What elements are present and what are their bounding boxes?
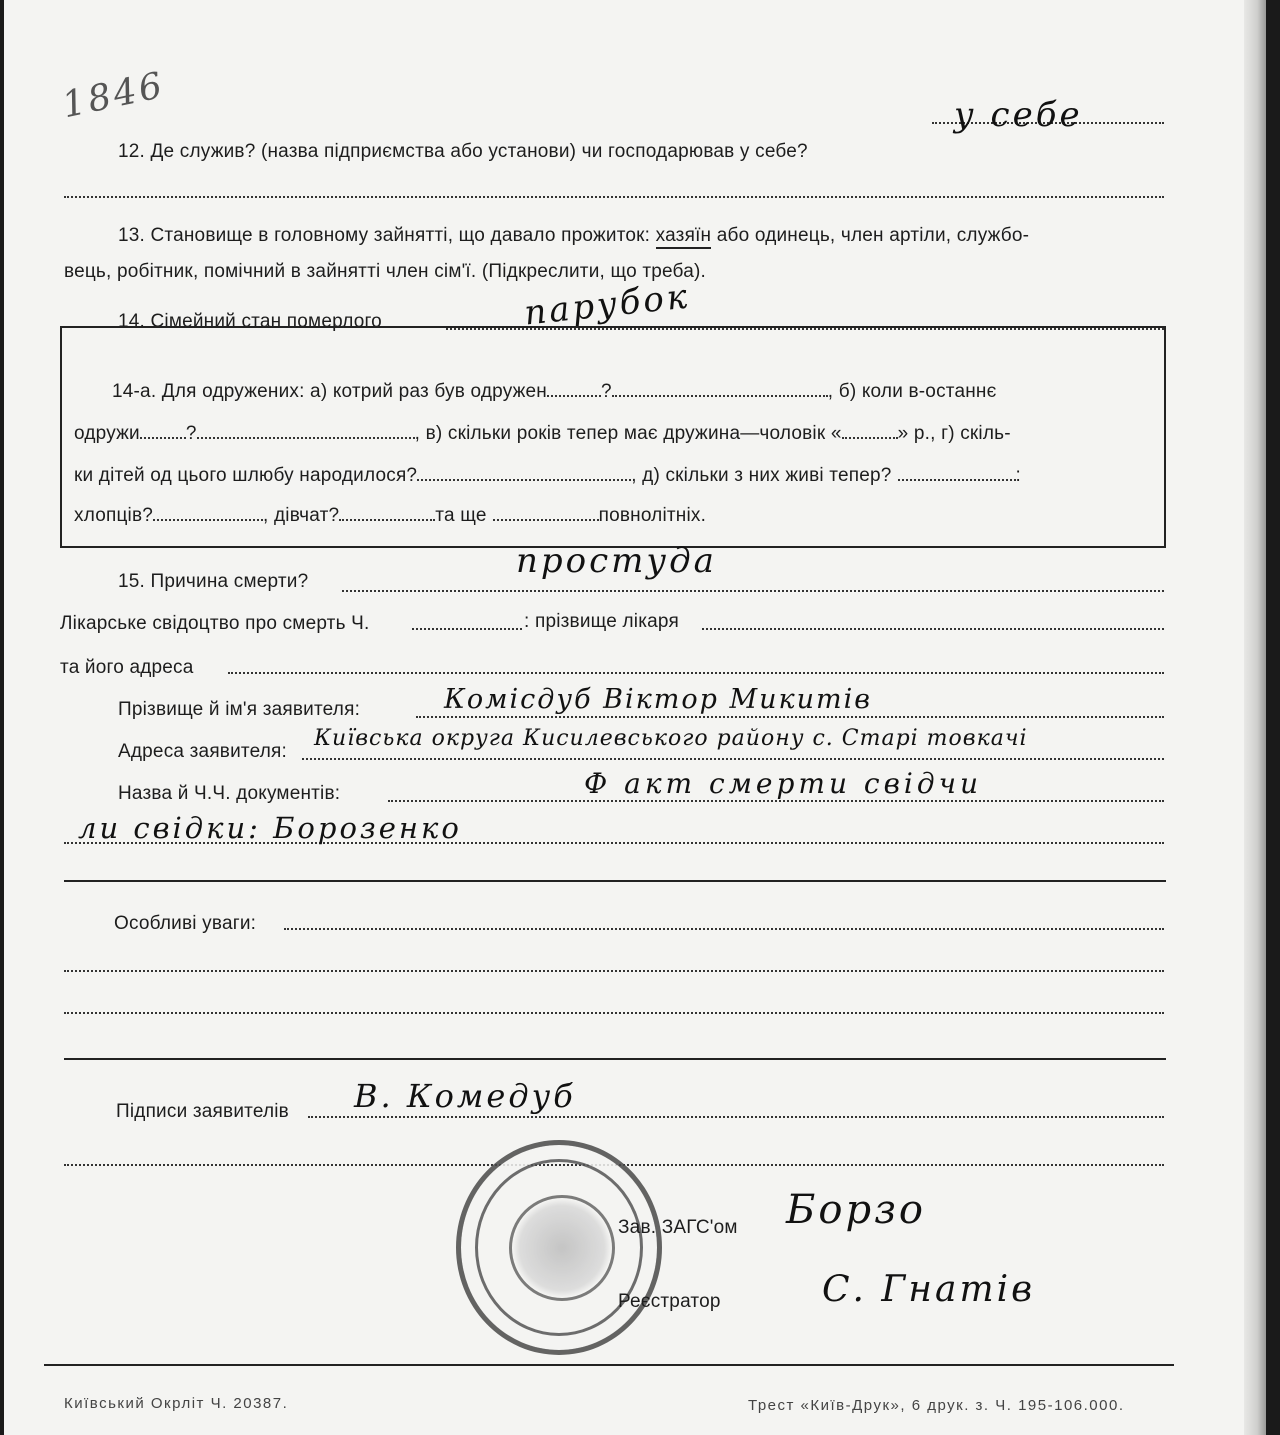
q14a-colon: : bbox=[1015, 465, 1021, 486]
applicant-signature: В. Комедуб bbox=[354, 1077, 576, 1115]
seal-emblem bbox=[509, 1195, 615, 1301]
section-rule-1 bbox=[64, 880, 1166, 882]
bottom-rule bbox=[44, 1364, 1174, 1366]
q13-line2: вець, робітник, помічний в зайнятті член сім'ї. (Підкреслити, що треба). bbox=[64, 261, 706, 282]
doctor-label: : прізвище лікаря bbox=[524, 611, 679, 632]
q14a-spouse-age-label: , в) скільки років тепер має дружина—чоловік « bbox=[414, 423, 842, 444]
q12-extra-line bbox=[64, 196, 1164, 198]
q13-prefix: 13. Становище в головному зайнятті, що давало прожиток: bbox=[118, 225, 651, 246]
q14a-children-alive-label: , д) скільки з них живі тепер? bbox=[631, 465, 892, 486]
q15-answer: простуда bbox=[516, 541, 717, 581]
q14a-married-label: одружи bbox=[74, 423, 140, 444]
applicant-name-label: Прізвище й ім'я заявителя: bbox=[118, 699, 361, 720]
notes-line-3 bbox=[64, 1012, 1164, 1014]
q14-answer: парубок bbox=[522, 276, 692, 334]
notes-line-2 bbox=[64, 970, 1164, 972]
q14a-line2 bbox=[74, 424, 1011, 443]
footer-left: Київський Окрліт Ч. 20387. bbox=[64, 1395, 289, 1412]
q12-label: 12. Де служив? (назва підприємства або установи) чи господарював у себе? bbox=[118, 141, 808, 162]
doctor-name-line bbox=[702, 628, 1164, 630]
certificate-number-line bbox=[412, 628, 522, 630]
q14a-children-born-label: ки дітей од цього шлюбу народилося? bbox=[74, 465, 418, 486]
document-page bbox=[4, 0, 1266, 1435]
registrar-signature: С. Гнатів bbox=[822, 1269, 1036, 1310]
applicant-name-line bbox=[416, 716, 1164, 718]
q13-suffix: або одинець, член артіли, службо- bbox=[716, 225, 1030, 246]
signature-line bbox=[308, 1116, 1164, 1118]
q14a-line3 bbox=[74, 466, 1021, 485]
q15-label: 15. Причина смерти? bbox=[118, 571, 309, 592]
torn-page-edge bbox=[1244, 0, 1266, 1435]
footer-right: Трест «Київ-Друк», 6 друк. з. Ч. 195-106.000. bbox=[748, 1397, 1125, 1414]
doctor-address-line bbox=[228, 672, 1164, 674]
q14a-adults-label: повнолітніх. bbox=[598, 505, 707, 526]
q14a-marriage-count-label: 14-а. Для одружених: а) котрий раз був одружен bbox=[112, 381, 547, 402]
q14a-q-mark: ? bbox=[601, 381, 612, 402]
doctor-address-label: та його адреса bbox=[60, 657, 194, 678]
q14a-line1 bbox=[112, 382, 997, 401]
q14a-children-label: » р., г) скіль- bbox=[897, 423, 1011, 444]
applicant-address-label: Адреса заявителя: bbox=[118, 741, 287, 762]
q14a-last-marriage-label: , б) коли в-останнє bbox=[827, 381, 997, 402]
q14a-more-label: та ще bbox=[435, 505, 487, 526]
q13-selected-option: хазяїн bbox=[656, 225, 712, 249]
documents-line bbox=[388, 800, 1164, 802]
q14-label: 14. Сімейний стан померлого bbox=[118, 311, 382, 332]
applicant-address-value: Київська округа Кисилевського району с. Старі товкачі bbox=[314, 726, 1028, 751]
margin-note: 1846 bbox=[58, 64, 169, 127]
q15-answer-line bbox=[342, 590, 1164, 592]
registrar-label: Реєстратор bbox=[618, 1291, 721, 1312]
q14a-girls-label: , дівчат? bbox=[263, 505, 340, 526]
q12-answer: у себе bbox=[954, 95, 1083, 135]
q14a-boys-label: хлопців? bbox=[74, 505, 154, 526]
applicant-name-value: Комісдуб Віктор Микитів bbox=[444, 684, 872, 715]
documents-value-line1: Ф акт смерти свідчи bbox=[584, 767, 983, 800]
head-label: Зав. ЗАГС'ом bbox=[618, 1217, 738, 1238]
official-seal-stamp bbox=[456, 1140, 662, 1355]
documents-value-line2: ли свідки: Борозенко bbox=[78, 811, 462, 845]
signature-label: Підписи заявителів bbox=[116, 1101, 289, 1122]
certificate-label: Лікарське свідоцтво про смерть Ч. bbox=[60, 613, 370, 634]
q14a-line4 bbox=[74, 506, 706, 525]
head-signature: Борзо bbox=[786, 1187, 926, 1233]
section-rule-2 bbox=[64, 1058, 1166, 1060]
notes-line-1 bbox=[284, 928, 1164, 930]
applicant-address-line bbox=[302, 758, 1164, 760]
notes-label: Особливі уваги: bbox=[114, 913, 257, 934]
documents-label: Назва й Ч.Ч. документів: bbox=[118, 783, 341, 804]
q13-line1 bbox=[118, 226, 1029, 245]
q14a-q-mark-2: ? bbox=[185, 423, 197, 444]
